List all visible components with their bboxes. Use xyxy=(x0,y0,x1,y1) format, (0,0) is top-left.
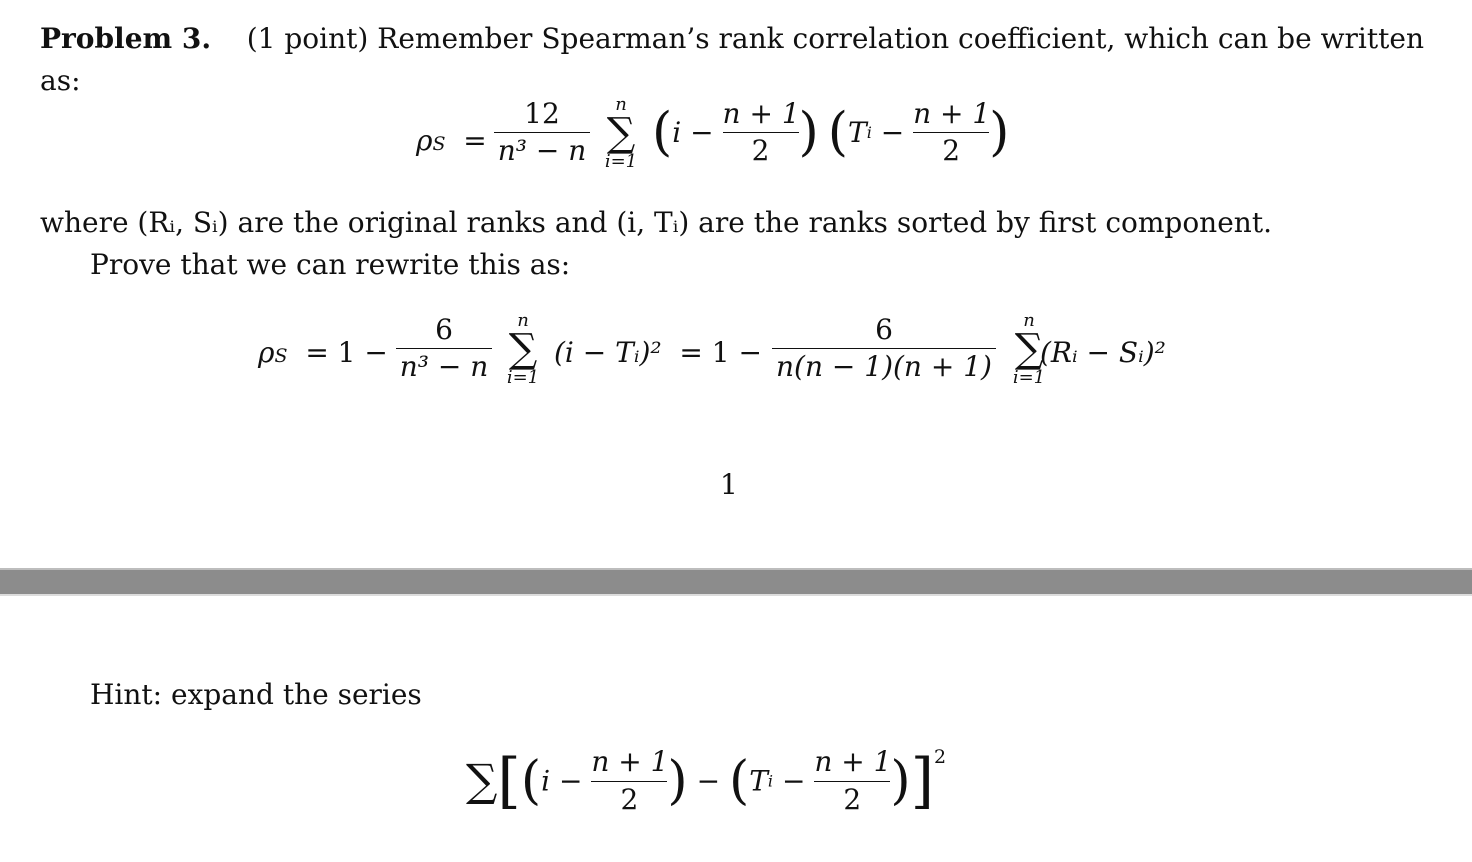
problem-heading xyxy=(40,22,1424,55)
hint-formula: ∑[(i − $\frac{n + 1}{2}$ ) − (Ti − $\frac{n + 1}{2}$ )]$^2$ xyxy=(466,745,947,816)
formula-2-sum-2: n ∑ i=1 xyxy=(1012,310,1046,388)
where-line: where (Rᵢ, Sᵢ) are the original ranks and (i, Tᵢ) are the ranks sorted by first component. xyxy=(40,206,1272,239)
formula-1-sum: n ∑ i=1 xyxy=(604,94,638,172)
formula-2-lhs: ρS = 1 − xyxy=(258,336,388,369)
formula-2-sum-1: n ∑ i=1 xyxy=(506,310,540,388)
formula-2-fraction-1: $\frac{6}{\text{n³ − n}}$ xyxy=(396,314,492,383)
prove-line: Prove that we can rewrite this as: xyxy=(90,248,571,281)
problem-text-continued: as: xyxy=(40,64,81,97)
formula-2-fraction-2: $\frac{6}{n(n - 1)(n + 1)}$ xyxy=(772,314,996,383)
hint-text: Hint: expand the series xyxy=(90,678,422,711)
page-number: 1 xyxy=(720,468,738,501)
problem-label: Problem 3. xyxy=(40,22,212,55)
formula-1-lhs: ρS = xyxy=(416,124,487,157)
formula-2-term-2: (Rᵢ − Sᵢ)² xyxy=(1040,336,1166,369)
hint-exponent: 2 xyxy=(934,746,947,768)
problem-points: (1 point) xyxy=(246,22,369,55)
page-separator xyxy=(0,568,1472,596)
formula-2-term-1: (i − Tᵢ)² = 1 − xyxy=(554,336,762,369)
formula-1-terms: (i − $\frac{n + 1}{2}$ ) (Ti − $\frac{n + 1}{2}$ ) xyxy=(652,97,1010,168)
page-2 xyxy=(0,596,1472,862)
formula-1-fraction: $\frac{12}{\text{n³ − n}}$ xyxy=(494,98,590,167)
problem-text: Remember Spearman’s rank correlation coefficient, which can be written xyxy=(377,22,1424,55)
